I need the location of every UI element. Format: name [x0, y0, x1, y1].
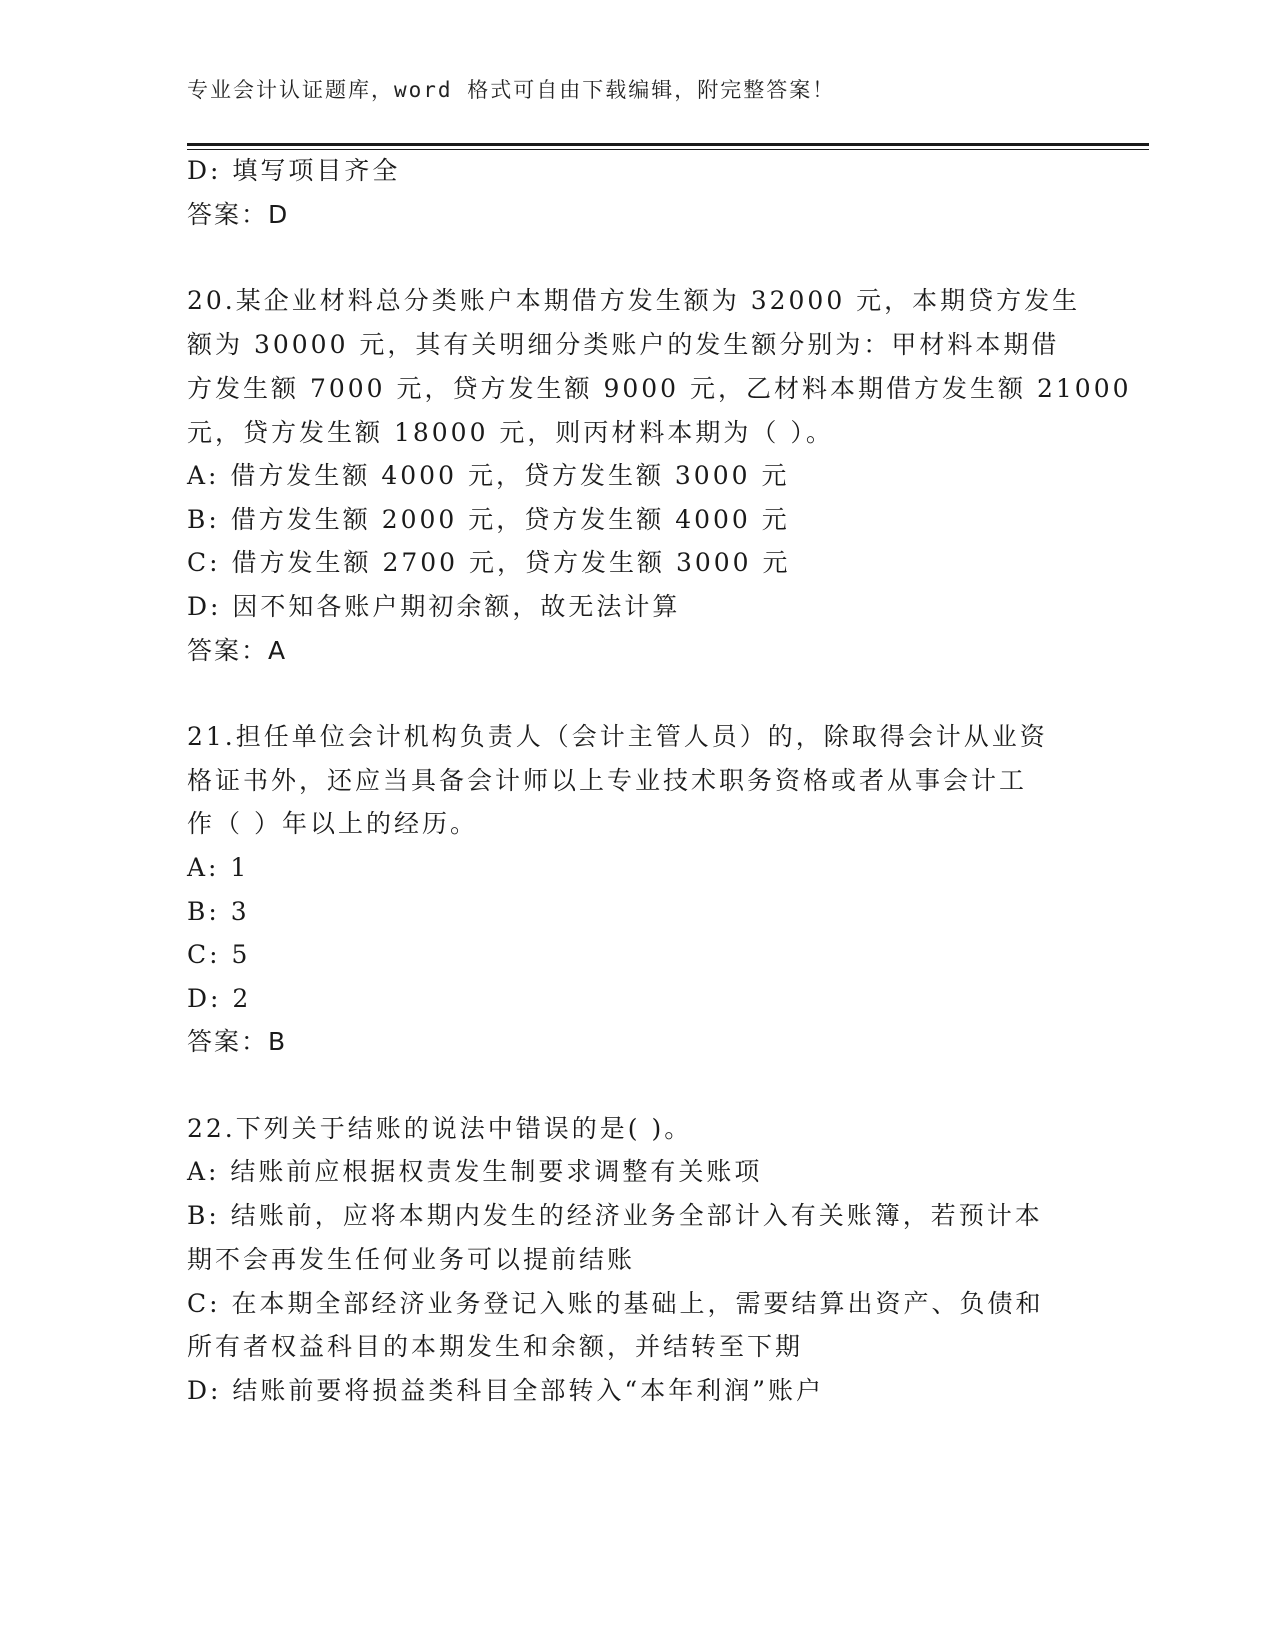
option-line: B: 3: [187, 897, 250, 926]
option-line: B: 借方发生额 2000 元，贷方发生额 4000 元: [187, 505, 790, 534]
question-20-line: 额为 30000 元，其有关明细分类账户的发生额分别为：甲材料本期借: [187, 330, 1060, 359]
question-21-line: 21.担任单位会计机构负责人（会计主管人员）的，除取得会计从业资: [187, 722, 1048, 751]
option-line: D: 结账前要将损益类科目全部转入“本年利润”账户: [187, 1376, 824, 1405]
question-21-line: 格证书外，还应当具备会计师以上专业技术职务资格或者从事会计工: [187, 766, 1028, 795]
option-line: D: 填写项目齐全: [187, 156, 401, 185]
option-line: B: 结账前，应将本期内发生的经济业务全部计入有关账簿，若预计本: [187, 1201, 1043, 1230]
answer-line: 答案：A: [187, 636, 288, 665]
question-21-line: 作（ ）年以上的经历。: [187, 809, 478, 838]
answer-line: 答案：D: [187, 200, 290, 229]
header-rule-thick: [187, 143, 1149, 146]
option-line: C: 在本期全部经济业务登记入账的基础上，需要结算出资产、负债和: [187, 1289, 1044, 1318]
question-20-line: 20.某企业材料总分类账户本期借方发生额为 32000 元，本期贷方发生: [187, 286, 1081, 315]
question-22-line: 22.下列关于结账的说法中错误的是( )。: [187, 1114, 693, 1143]
answer-line: 答案：B: [187, 1027, 288, 1056]
header-rule-thin: [187, 149, 1149, 150]
question-20-line: 元，贷方发生额 18000 元，则丙材料本期为（ ）。: [187, 418, 834, 447]
option-line: 所有者权益科目的本期发生和余额，并结转至下期: [187, 1332, 804, 1361]
option-line: A: 结账前应根据权责发生制要求调整有关账项: [187, 1157, 763, 1186]
option-line: D: 因不知各账户期初余额，故无法计算: [187, 592, 681, 621]
option-line: A: 借方发生额 4000 元，贷方发生额 3000 元: [187, 461, 790, 490]
page-header: 专业会计认证题库，word 格式可自由下载编辑，附完整答案！: [187, 78, 836, 102]
option-line: 期不会再发生任何业务可以提前结账: [187, 1245, 636, 1274]
option-line: C: 5: [187, 940, 251, 969]
option-line: D: 2: [187, 984, 252, 1013]
question-20-line: 方发生额 7000 元，贷方发生额 9000 元，乙材料本期借方发生额 21000: [187, 374, 1132, 403]
option-line: C: 借方发生额 2700 元，贷方发生额 3000 元: [187, 548, 791, 577]
option-line: A: 1: [187, 853, 250, 882]
